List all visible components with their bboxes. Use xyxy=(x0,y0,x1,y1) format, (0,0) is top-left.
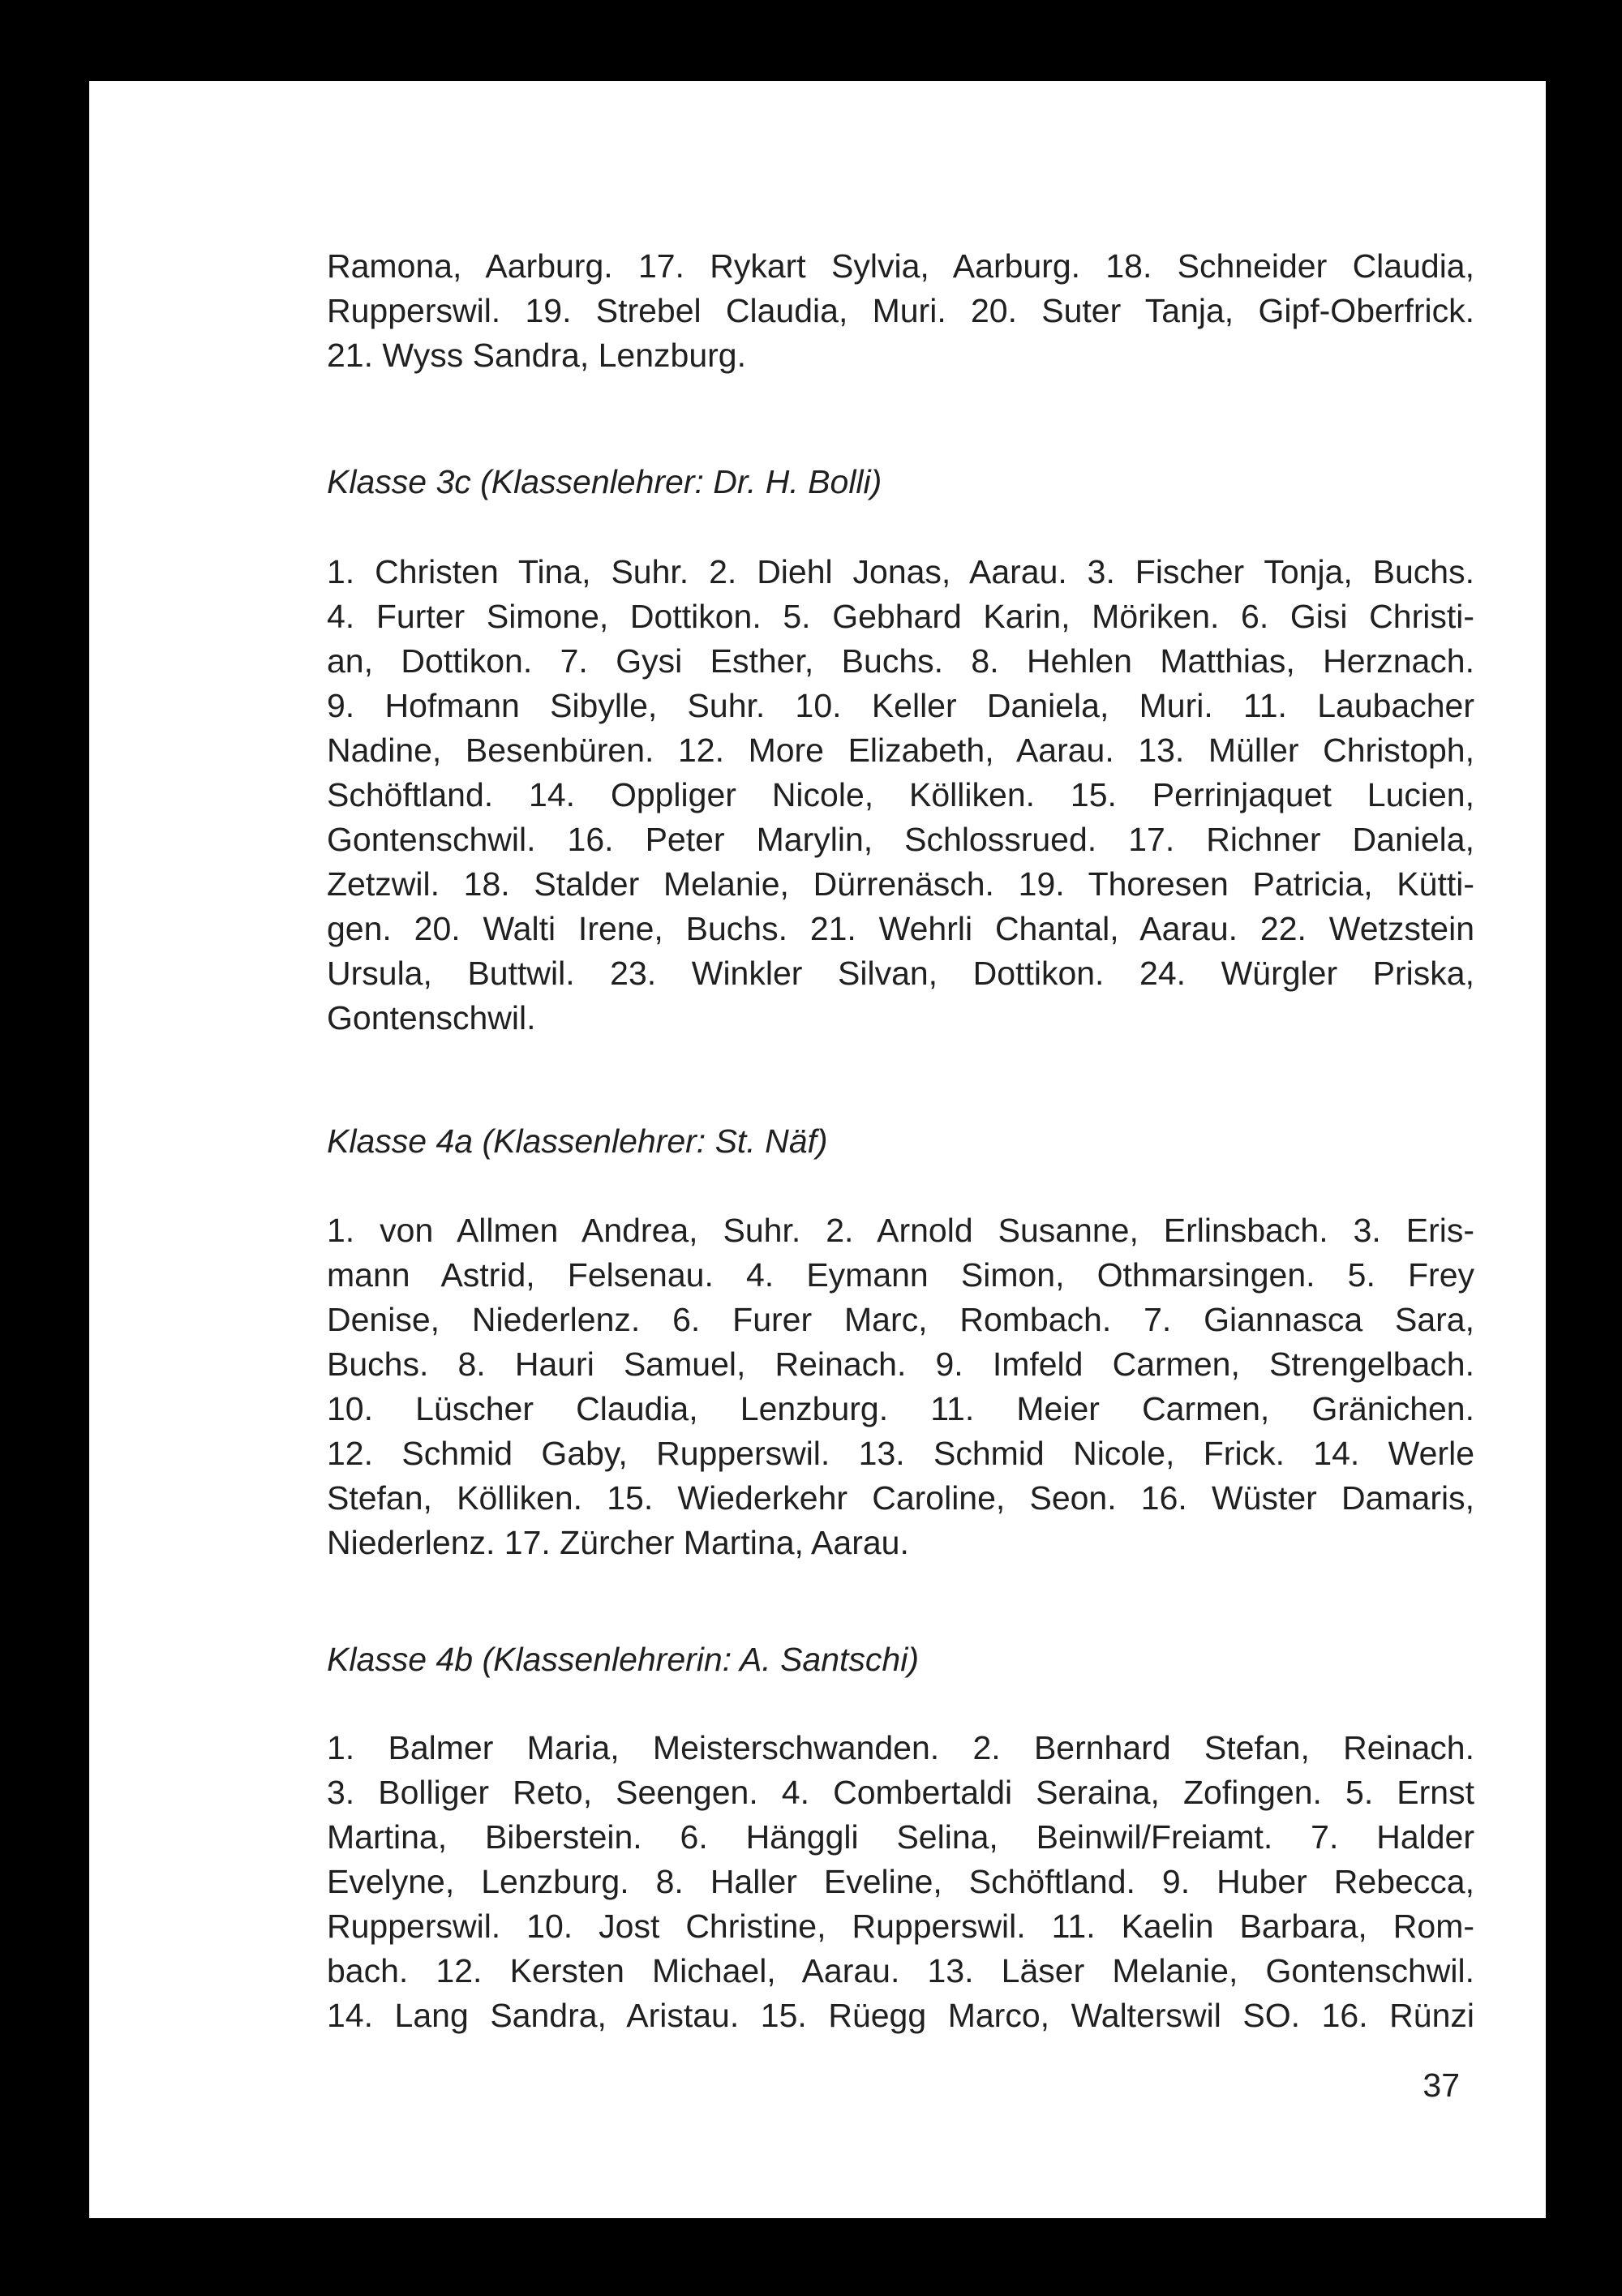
text-line: Niederlenz. 17. Zürcher Martina, Aarau. xyxy=(327,1524,909,1561)
text-line: Schöftland. 14. Oppliger Nicole, Kölliken. 15. Perrinjaquet Lucien, xyxy=(327,776,1474,813)
section-heading-klasse-3c: Klasse 3c (Klassenlehrer: Dr. H. Bolli) xyxy=(327,463,882,500)
text-line: Ursula, Buttwil. 23. Winkler Silvan, Dottikon. 24. Würgler Priska, xyxy=(327,955,1474,992)
text-line: Martina, Biberstein. 6. Hänggli Selina, Beinwil/Freiamt. 7. Halder xyxy=(327,1818,1474,1856)
text-line: Gontenschwil. xyxy=(327,999,536,1036)
page-number: 37 xyxy=(1422,2066,1460,2104)
text-line: 1. Balmer Maria, Meisterschwanden. 2. Bernhard Stefan, Reinach. xyxy=(327,1729,1474,1766)
text-line: Stefan, Kölliken. 15. Wiederkehr Caroline, Seon. 16. Wüster Damaris, xyxy=(327,1479,1474,1517)
text-line: Evelyne, Lenzburg. 8. Haller Eveline, Schöftland. 9. Huber Rebecca, xyxy=(327,1863,1474,1900)
text-line: Denise, Niederlenz. 6. Furer Marc, Rombach. 7. Giannasca Sara, xyxy=(327,1301,1474,1338)
text-line: Rupperswil. 10. Jost Christine, Rupperswil. 11. Kaelin Barbara, Rom- xyxy=(327,1908,1474,1945)
text-line: Rupperswil. 19. Strebel Claudia, Muri. 20. Suter Tanja, Gipf-Oberfrick. xyxy=(327,292,1474,329)
text-line: Buchs. 8. Hauri Samuel, Reinach. 9. Imfeld Carmen, Strengelbach. xyxy=(327,1345,1474,1383)
text-line: 10. Lüscher Claudia, Lenzburg. 11. Meier Carmen, Gränichen. xyxy=(327,1390,1474,1427)
text-line: Ramona, Aarburg. 17. Rykart Sylvia, Aarburg. 18. Schneider Claudia, xyxy=(327,247,1474,285)
text-line: 9. Hofmann Sibylle, Suhr. 10. Keller Daniela, Muri. 11. Laubacher xyxy=(327,687,1474,724)
text-line: an, Dottikon. 7. Gysi Esther, Buchs. 8. Hehlen Matthias, Herznach. xyxy=(327,642,1474,680)
text-line: mann Astrid, Felsenau. 4. Eymann Simon, Othmarsingen. 5. Frey xyxy=(327,1256,1474,1294)
text-line: Zetzwil. 18. Stalder Melanie, Dürrenäsch. 19. Thoresen Patricia, Kütti- xyxy=(327,865,1474,903)
text-line: Nadine, Besenbüren. 12. More Elizabeth, Aarau. 13. Müller Christoph, xyxy=(327,732,1474,769)
text-line: bach. 12. Kersten Michael, Aarau. 13. Läser Melanie, Gontenschwil. xyxy=(327,1952,1474,1989)
text-line: 1. Christen Tina, Suhr. 2. Diehl Jonas, Aarau. 3. Fischer Tonja, Buchs. xyxy=(327,553,1474,590)
document-page xyxy=(89,81,1546,2218)
section-heading-klasse-4a: Klasse 4a (Klassenlehrer: St. Näf) xyxy=(327,1122,828,1160)
text-line: Gontenschwil. 16. Peter Marylin, Schlossrued. 17. Richner Daniela, xyxy=(327,821,1474,858)
section-heading-klasse-4b: Klasse 4b (Klassenlehrerin: A. Santschi) xyxy=(327,1641,919,1678)
text-line: gen. 20. Walti Irene, Buchs. 21. Wehrli Chantal, Aarau. 22. Wetzstein xyxy=(327,910,1474,947)
text-line: 14. Lang Sandra, Aristau. 15. Rüegg Marco, Walterswil SO. 16. Rünzi xyxy=(327,1997,1474,2034)
text-line: 12. Schmid Gaby, Rupperswil. 13. Schmid Nicole, Frick. 14. Werle xyxy=(327,1435,1474,1472)
text-line: 1. von Allmen Andrea, Suhr. 2. Arnold Susanne, Erlinsbach. 3. Eris- xyxy=(327,1212,1474,1249)
text-line: 4. Furter Simone, Dottikon. 5. Gebhard Karin, Möriken. 6. Gisi Christi- xyxy=(327,598,1474,635)
text-line: 3. Bolliger Reto, Seengen. 4. Combertaldi Seraina, Zofingen. 5. Ernst xyxy=(327,1774,1474,1811)
text-line: 21. Wyss Sandra, Lenzburg. xyxy=(327,337,746,374)
